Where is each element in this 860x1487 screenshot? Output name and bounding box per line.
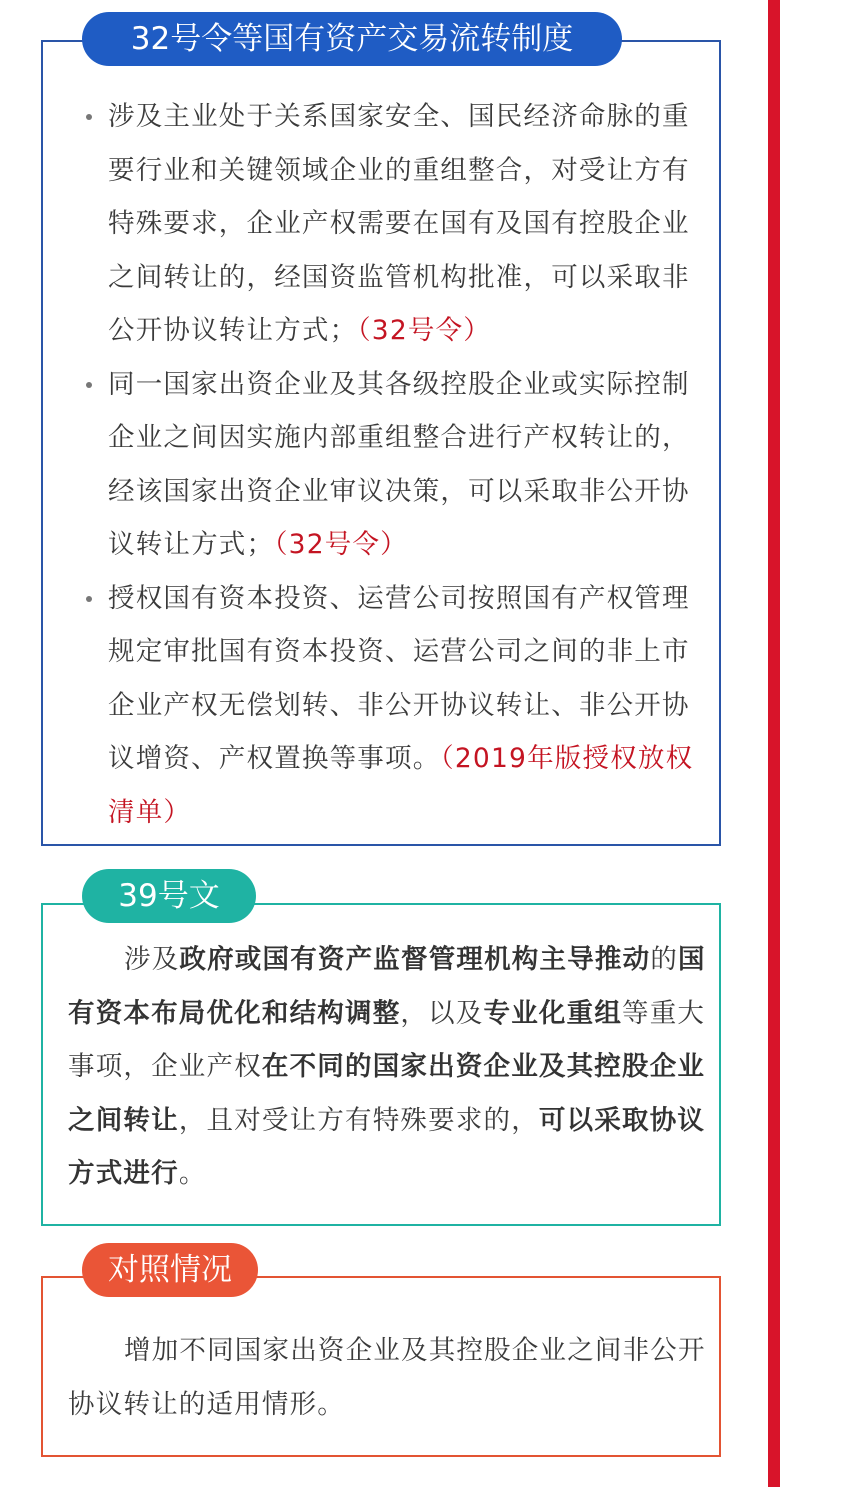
section-39-title: 39号文 [82,869,256,923]
text-segment: 的 [650,944,679,975]
text-segment: 。 [178,1158,207,1189]
list-item [108,358,708,572]
section-39-paragraph [68,933,708,1201]
list-item-reference: （32号令） [357,315,491,346]
section-32-title: 32号令等国有资产交易流转制度 [82,12,622,66]
bold-segment: 可以采取协议方式进行 [68,1104,706,1189]
list-item-reference: （32号令） [274,529,408,560]
comparison-title: 对照情况 [82,1243,258,1297]
text-segment: ，且对受让方有特殊要求的， [178,1104,539,1136]
section-32-list [108,90,708,839]
comparison-paragraph: 增加不同国家出资企业及其控股企业之间非公开协议转让的适用情形。 [68,1335,706,1420]
list-item-text: 涉及主业处于关系国家安全、国民经济命脉的重要行业和关键领域企业的重组整合，对受让方有特殊要求，企业产权需要在国有及国有控股企业之间转让的，经国资监管机构批准，可以采取非公开协议转让方式； [108,101,690,346]
bold-segment: 专业化重组 [483,997,623,1029]
list-item-text: 同一国家出资企业及其各级控股企业或实际控制企业之间因实施内部重组整合进行产权转让的，经该国家出资企业审议决策，可以采取非公开协议转让方式； [108,368,690,560]
bold-segment: 政府或国有资产监督管理机构主导推动 [179,944,651,975]
bold-segment: 在不同的国家出资企业及其控股企业之间转让 [68,1051,706,1136]
text-segment: 等重大事项，企业产权 [68,997,706,1082]
list-item [108,90,708,358]
right-red-rule [768,0,780,1487]
text-segment: ，以及 [400,997,484,1029]
list-item-text: 授权国有资本投资、运营公司按照国有产权管理规定审批国有资本投资、运营公司之间的非上市企业产权无偿划转、非公开协议转让、非公开协议增资、产权置换等事项。 [108,582,690,774]
bold-segment: 国有资本布局优化和结构调整 [68,944,706,1029]
list-item-reference: （2019年版授权放权清单） [108,743,694,828]
text-segment: 涉及 [124,944,180,975]
list-item [108,572,708,840]
